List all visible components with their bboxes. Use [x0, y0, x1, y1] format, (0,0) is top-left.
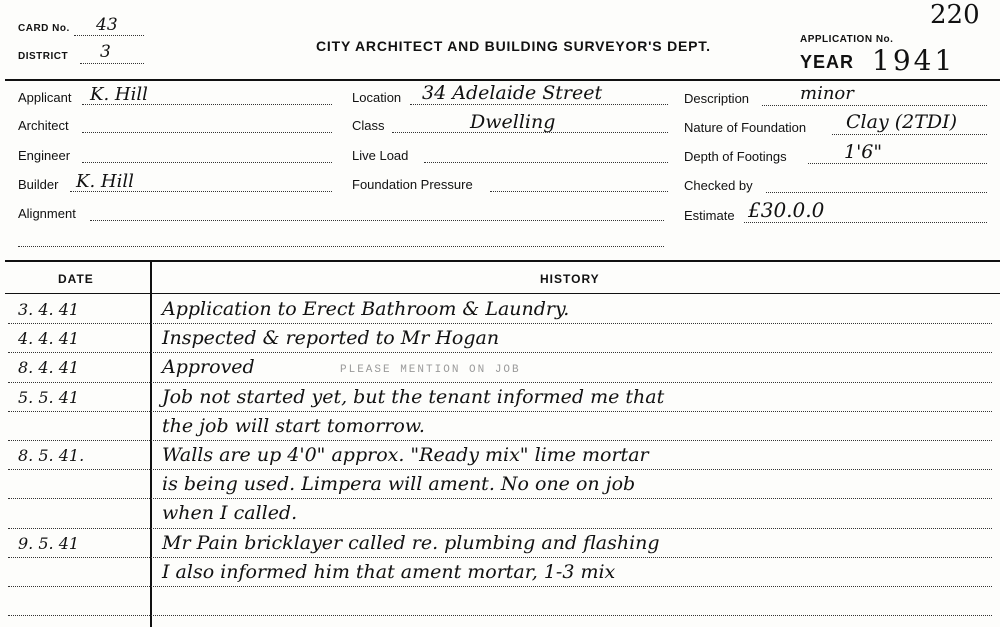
class-line [392, 132, 668, 133]
history-row [0, 413, 1000, 442]
nature-of-foundation-label: Nature of Foundation [684, 120, 807, 135]
description-line [762, 105, 987, 106]
alignment-line [90, 220, 664, 221]
live-load-line [424, 162, 668, 163]
architect-label: Architect [18, 118, 69, 133]
history-ruled-line [8, 440, 992, 441]
history-entry: Walls are up 4'0" approx. "Ready mix" lime mortar [162, 444, 649, 466]
foundation-pressure-label: Foundation Pressure [352, 177, 473, 192]
depth-of-footings-label: Depth of Footings [684, 149, 787, 164]
history-ruled-line [8, 557, 992, 558]
description-label: Description [684, 91, 750, 106]
history-row [0, 325, 1000, 354]
description-value: minor [800, 83, 854, 104]
depth-line [808, 163, 987, 164]
builder-line [70, 191, 332, 192]
history-ruled-line [8, 382, 992, 383]
history-date: 9. 5. 41 [18, 533, 80, 553]
history-entry: Job not started yet, but the tenant informed me that [162, 385, 665, 408]
location-value: 34 Adelaide Street [422, 82, 603, 104]
history-date: 8. 5. 41. [18, 446, 85, 465]
history-entry: I also informed him that ament mortar, 1-3 mix [162, 560, 616, 583]
fields-divider [5, 260, 1000, 262]
history-row [0, 500, 1000, 529]
applicant-value: K. Hill [90, 84, 148, 105]
year-label: YEAR [800, 52, 855, 72]
history-entry: Mr Pain bricklayer called re. plumbing and flashing [162, 531, 660, 554]
history-row [0, 471, 1000, 500]
history-date: 3. 4. 41 [18, 300, 80, 319]
blank-line-1 [18, 246, 664, 247]
history-entry: the job will start tomorrow. [162, 414, 425, 437]
history-entry: Approved [162, 356, 255, 379]
history-ruled-line [8, 528, 992, 529]
faded-stamp: PLEASE MENTION ON JOB [340, 364, 521, 376]
nature-of-foundation-value: Clay (2TDI) [846, 111, 958, 133]
history-row [0, 296, 1000, 325]
history-row [0, 559, 1000, 588]
depth-of-footings-value: 1'6" [844, 141, 883, 163]
location-line [410, 104, 668, 105]
application-number-value: 220 [930, 0, 980, 30]
district-line [80, 63, 144, 64]
nature-line [832, 134, 987, 135]
card-number-line [74, 35, 144, 36]
district-label: DISTRICT [18, 51, 69, 62]
date-column-header: DATE [58, 272, 94, 286]
estimate-label: Estimate [684, 208, 735, 223]
table-header-rule [5, 293, 1000, 294]
history-entry: is being used. Limpera will ament. No one on job [162, 473, 636, 496]
builder-label: Builder [18, 177, 59, 192]
architect-line [82, 132, 332, 133]
builder-value: K. Hill [76, 171, 134, 192]
history-ruled-line [8, 469, 992, 470]
estimate-value: £30.0.0 [748, 198, 825, 222]
district-value: 3 [100, 42, 111, 62]
history-entry: Application to Erect Bathroom & Laundry. [162, 298, 570, 320]
applicant-label: Applicant [18, 90, 72, 105]
history-row [0, 354, 1000, 383]
history-row [0, 442, 1000, 471]
alignment-label: Alignment [18, 206, 76, 221]
history-entry: when I called. [162, 502, 298, 525]
checked-by-label: Checked by [684, 178, 753, 193]
class-value: Dwelling [470, 111, 556, 133]
history-row [0, 588, 1000, 617]
history-entry: Inspected & reported to Mr Hogan [162, 327, 500, 350]
history-date: 4. 4. 41 [18, 329, 80, 349]
department-title: CITY ARCHITECT AND BUILDING SURVEYOR'S DEPT. [316, 38, 711, 54]
history-ruled-line [8, 352, 992, 353]
card-number-label: CARD No. [18, 23, 70, 34]
history-row [0, 530, 1000, 559]
history-column-header: HISTORY [540, 272, 600, 286]
card-number-value: 43 [96, 15, 118, 35]
foundation-pressure-line [490, 191, 668, 192]
applicant-line [82, 104, 332, 105]
history-ruled-line [8, 323, 992, 324]
header-divider [5, 79, 1000, 81]
class-label: Class [352, 118, 385, 133]
engineer-line [82, 162, 332, 163]
history-ruled-line [8, 411, 992, 412]
live-load-label: Live Load [352, 148, 409, 163]
history-row [0, 384, 1000, 413]
history-date: 5. 5. 41 [18, 387, 80, 407]
history-ruled-line [8, 615, 992, 616]
history-date: 8. 4. 41 [18, 358, 80, 378]
engineer-label: Engineer [18, 148, 71, 163]
checked-by-line [766, 192, 987, 193]
history-ruled-line [8, 498, 992, 499]
history-ruled-line [8, 586, 992, 587]
estimate-line [744, 222, 987, 223]
application-number-label: APPLICATION No. [800, 34, 894, 45]
year-value: 1941 [872, 44, 956, 77]
location-label: Location [352, 90, 402, 105]
